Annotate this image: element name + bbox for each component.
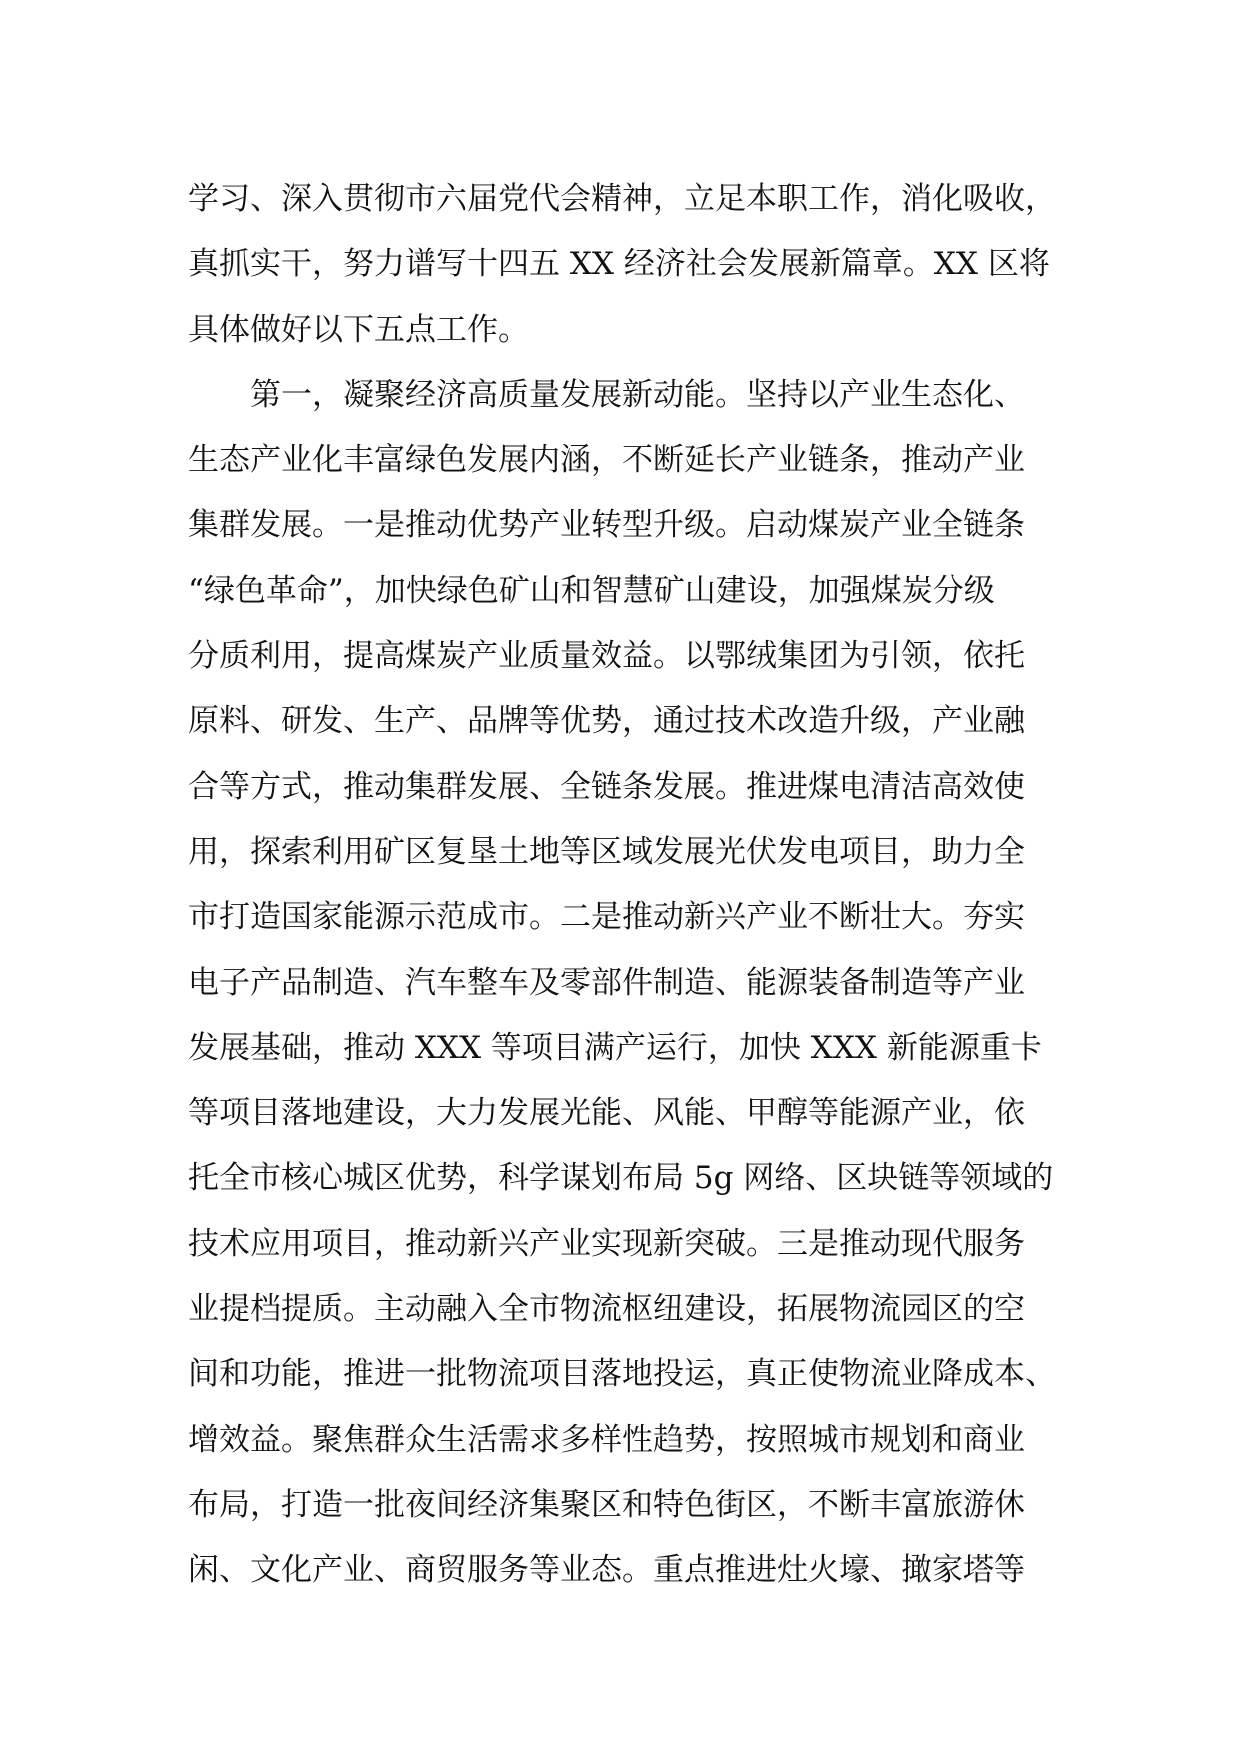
text-line: 等项目落地建设，大力发展光能、风能、甲醇等能源产业，依 <box>188 1095 1025 1132</box>
text-line: 集群发展。一是推动优势产业转型升级。启动煤炭产业全链条 <box>188 507 1025 544</box>
text-line: 技术应用项目，推动新兴产业实现新突破。三是推动现代服务 <box>188 1225 1025 1262</box>
text-line: 发展基础，推动 XXX 等项目满产运行，加快 XXX 新能源重卡 <box>188 1029 1042 1066</box>
text-line: “绿色革命”，加快绿色矿山和智慧矿山建设，加强煤炭分级 <box>188 572 995 609</box>
body-text <box>188 167 1108 1604</box>
text-line: 增效益。聚焦群众生活需求多样性趋势，按照城市规划和商业 <box>188 1421 1025 1458</box>
text-line: 生态产业化丰富绿色发展内涵，不断延长产业链条，推动产业 <box>188 442 1025 479</box>
text-line: 市打造国家能源示范成市。二是推动新兴产业不断壮大。夯实 <box>188 899 1025 936</box>
text-line: 电子产品制造、汽车整车及零部件制造、能源装备制造等产业 <box>188 964 1025 1001</box>
text-line: 业提档提质。主动融入全市物流枢纽建设，拓展物流园区的空 <box>188 1291 1025 1328</box>
text-line: 布局，打造一批夜间经济集聚区和特色街区，不断丰富旅游休 <box>188 1486 1025 1523</box>
text-line: 用，探索利用矿区复垦土地等区域发展光伏发电项目，助力全 <box>188 833 1025 870</box>
text-line: 间和功能，推进一批物流项目落地投运，真正使物流业降成本、 <box>188 1356 1056 1393</box>
text-line: 托全市核心城区优势，科学谋划布局 5g 网络、区块链等领域的 <box>188 1160 1054 1197</box>
paragraph-first-line: 第一，凝聚经济高质量发展新动能。坚持以产业生态化、 <box>250 376 1025 413</box>
text-line: 真抓实干，努力谱写十四五 XX 经济社会发展新篇章。XX 区将 <box>188 246 1050 283</box>
text-line: 原料、研发、生产、品牌等优势，通过技术改造升级，产业融 <box>188 703 1025 740</box>
text-line: 具体做好以下五点工作。 <box>188 311 529 348</box>
text-line: 合等方式，推动集群发展、全链条发展。推进煤电清洁高效使 <box>188 768 1025 805</box>
text-line: 学习、深入贯彻市六届党代会精神，立足本职工作，消化吸收， <box>188 181 1056 217</box>
text-line: 闲、文化产业、商贸服务等业态。重点推进灶火壕、撖家塔等 <box>188 1552 1025 1589</box>
text-line: 分质利用，提高煤炭产业质量效益。以鄂绒集团为引领，依托 <box>188 638 1025 675</box>
